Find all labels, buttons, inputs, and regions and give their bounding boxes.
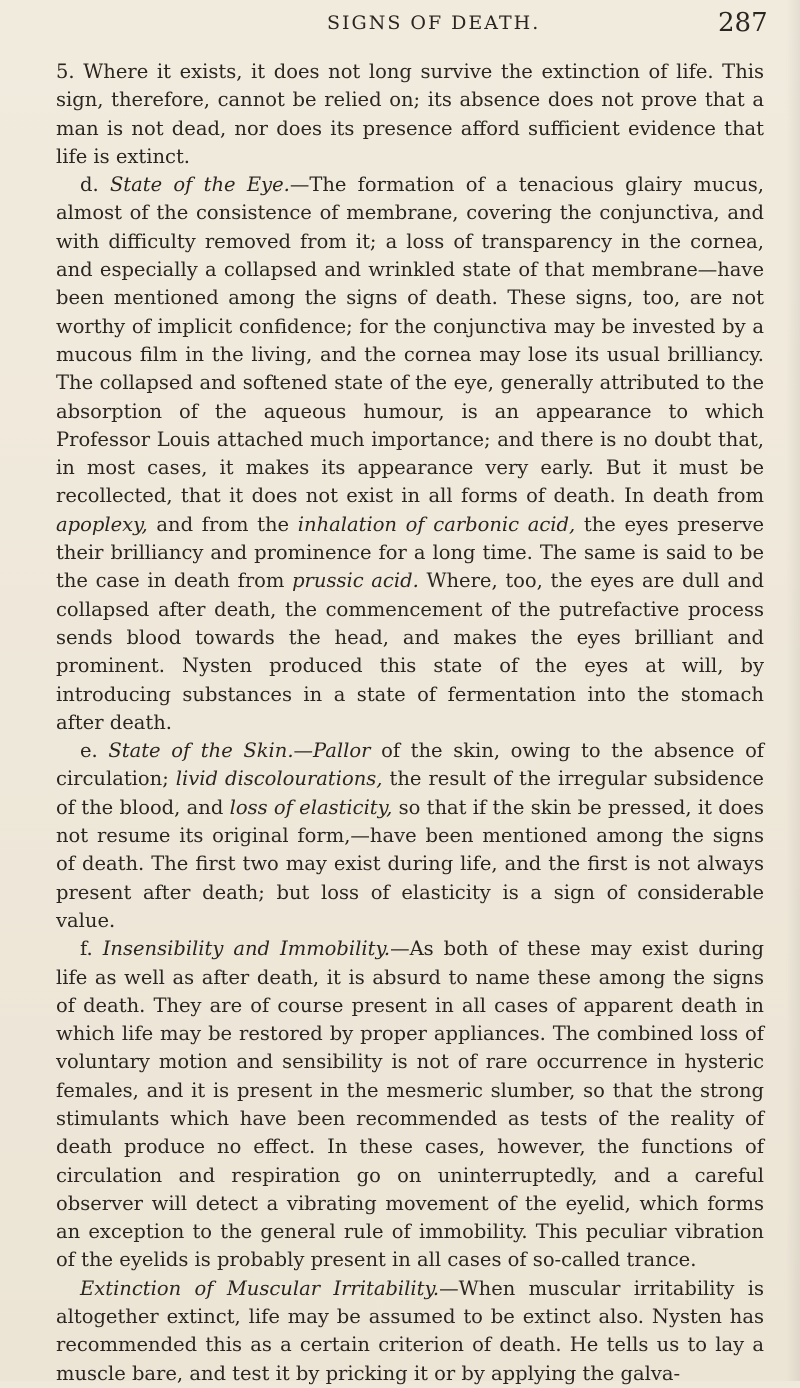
section-heading-skin: State of the Skin. — [108, 739, 294, 763]
paragraph-text: so that if the skin be pressed, it does not resume its original form,—have been mentioned among the signs of death. The first two may exist during life, and the first is not always present after death; but loss of elasticity is a sign of considerable value. — [56, 795, 764, 932]
page-header — [0, 6, 800, 46]
paragraph-muscular-irritability — [56, 1275, 764, 1388]
section-heading-insensibility: Insensibility and Immobility. — [102, 937, 391, 961]
emphasis-prussic-acid: prussic acid. — [292, 569, 419, 593]
section-heading-muscular: Extinction of Muscular Irritability. — [80, 1276, 440, 1300]
paragraph-text: —As both of these may exist during life as well as after death, it is absurd to name these among the signs of death. They are of course present in all cases of apparent death in which life may be restored by proper appliances. The combined loss of voluntary motion and sensibility is not of rare occurrence in hysteric females, and it is present in the mesmeric slumber, so that the strong stimulants which have been recommended as tests of the reality of death produce no effect. In these cases, however, the functions of circulation and respiration go on uninterruptedly, and a careful observer will detect a vibrating movement of the eyelid, which forms an exception to the general rule of immobility. This peculiar vibration of the eyelids is probably present in all cases of so-called trance. — [56, 937, 764, 1272]
paragraph-text: —When muscular irritability is altogether extinct, life may be assumed to be extinct also. Nysten has recommended this as a certain criterion of death. He tells us to lay a muscle bare, and test it by pricking it or by applying the galva- — [56, 1276, 764, 1385]
running-head: SIGNS OF DEATH. — [327, 12, 541, 34]
body-text — [56, 58, 764, 1388]
emphasis-pallor: Pallor — [313, 739, 371, 763]
emphasis-elasticity: loss of elasticity, — [229, 795, 393, 819]
paragraph-text: the eyes preserve their brilliancy and prominence for a long time. The same is said to be the case in death from — [56, 512, 765, 593]
emphasis-livid: livid discolourations, — [175, 767, 383, 791]
paragraph-retinal-sign — [56, 58, 764, 171]
paragraph-text: Where, too, the eyes are dull and collapsed after death, the commencement of the putrefactive process sends blood towards the head, and makes the eyes brilliant and prominent. Nysten produced this state of the eyes at will, by introducing substances in a state of fermentation into the stomach after death. — [56, 569, 764, 734]
paragraph-text: 5. Where it exists, it does not long survive the extinction of life. This sign, therefore, cannot be relied on; its absence does not prove that a man is not dead, nor does its presence afford sufficient evidence that life is extinct. — [56, 60, 764, 168]
paragraph-insensibility — [56, 935, 764, 1275]
page-number: 287 — [718, 8, 768, 38]
section-letter: d. — [80, 173, 99, 197]
paragraph-text: of the skin, owing to the absence of circulation; — [56, 739, 765, 791]
paragraph-text: —The formation of a tenacious glairy mucus, almost of the consistence of membrane, covering the conjunctiva, and with difficulty removed from it; a loss of transparency in the cornea, and especially a collapsed and wrinkled state of that membrane—have been mentioned among the signs of death. These signs, too, are not worthy of implicit confidence; for the conjunctiva may be invested by a mucous film in the living, and the cornea may lose its usual brilliancy. The collapsed and softened state of the eye, generally attributed to the absorption of the aqueous humour, is an appearance to which Professor Louis attached much importance; and there is no doubt that, in most cases, it makes its appearance very early. But it must be recollected, that it does not exist in all forms of death. In death from — [56, 173, 764, 508]
section-letter: f. — [80, 937, 93, 961]
paragraph-text: and from the — [156, 512, 290, 536]
paragraph-state-of-skin — [56, 737, 764, 935]
paragraph-state-of-eye — [56, 171, 764, 737]
page-edge-shadow — [786, 0, 800, 1381]
section-heading-eye: State of the Eye. — [109, 173, 290, 197]
emphasis-carbonic-acid: inhalation of carbonic acid, — [297, 512, 576, 536]
paragraph-text: the result of the irregular subsidence of the blood, and — [56, 767, 764, 819]
paragraph-text: — — [293, 739, 314, 763]
emphasis-apoplexy: apoplexy, — [56, 512, 148, 536]
section-letter: e. — [80, 739, 98, 763]
